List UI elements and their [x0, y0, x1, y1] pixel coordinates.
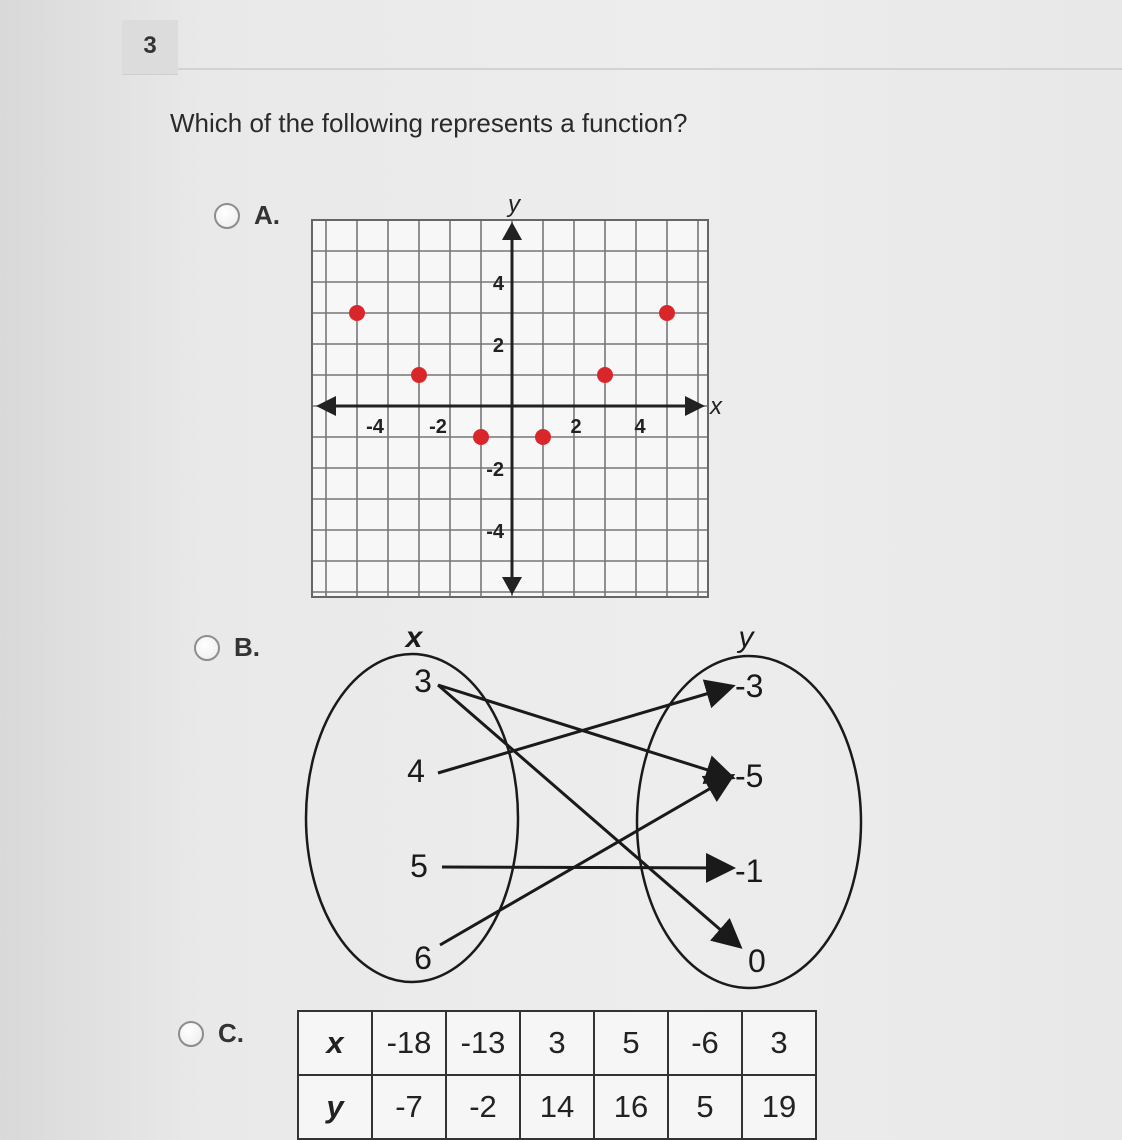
question-text: Which of the following represents a function?	[170, 108, 688, 138]
table-row-x	[298, 1011, 816, 1075]
option-c-table	[297, 1010, 817, 1140]
data-point	[349, 305, 365, 321]
mapping-arrow	[442, 867, 730, 868]
option-b-label: B.	[234, 632, 260, 662]
range-value: -1	[735, 853, 764, 889]
option-c-radio[interactable]	[178, 1021, 204, 1047]
option-a-radio[interactable]	[214, 203, 240, 229]
question-number-box	[122, 20, 178, 75]
table-cell: -18	[372, 1011, 446, 1075]
option-c[interactable]	[178, 1018, 244, 1049]
domain-label: x	[405, 621, 423, 654]
data-point	[597, 367, 613, 383]
domain-value: 6	[414, 940, 432, 976]
option-a-label: A.	[254, 200, 280, 230]
y-header-cell: y	[298, 1075, 372, 1139]
range-value: -5	[735, 758, 764, 794]
x-tick-label: 4	[634, 416, 646, 438]
range-value: 0	[748, 943, 766, 979]
y-tick-label: -2	[486, 459, 504, 481]
x-tick-label: -2	[429, 416, 447, 438]
x-header-cell: x	[298, 1011, 372, 1075]
mapping-arrow	[438, 685, 738, 945]
graph-background	[312, 220, 708, 597]
option-b-radio[interactable]	[194, 635, 220, 661]
question-number: 3	[143, 32, 157, 59]
x-tick-label: -4	[366, 416, 384, 438]
x-tick-label: 2	[570, 416, 582, 438]
option-b[interactable]	[194, 632, 260, 663]
table-cell: 3	[520, 1011, 594, 1075]
domain-value: 3	[414, 663, 432, 699]
data-point	[535, 429, 551, 445]
option-b-mapping-diagram	[290, 615, 880, 995]
data-point	[659, 305, 675, 321]
table-cell: -13	[446, 1011, 520, 1075]
range-value: -3	[735, 668, 764, 704]
range-values	[735, 668, 766, 979]
y-axis-label: y	[508, 191, 520, 218]
table-cell: 19	[742, 1075, 816, 1139]
range-label: y	[738, 621, 754, 654]
domain-oval	[306, 654, 518, 982]
data-point	[473, 429, 489, 445]
option-a[interactable]	[214, 200, 280, 231]
table-cell: 5	[668, 1075, 742, 1139]
x-axis-label: x	[710, 393, 722, 420]
table-row-y	[298, 1075, 816, 1139]
table-cell: -7	[372, 1075, 446, 1139]
domain-value: 5	[410, 848, 428, 884]
table-cell: -6	[668, 1011, 742, 1075]
header-divider	[178, 68, 1122, 70]
option-a-graph	[300, 190, 750, 605]
mapping-arrows	[438, 685, 738, 945]
table-cell: 16	[594, 1075, 668, 1139]
table-cell: 3	[742, 1011, 816, 1075]
domain-value: 4	[407, 753, 425, 789]
mapping-arrow	[440, 777, 730, 945]
y-tick-label: 2	[492, 335, 504, 357]
table-cell: -2	[446, 1075, 520, 1139]
data-point	[411, 367, 427, 383]
table-cell: 5	[594, 1011, 668, 1075]
table-cell: 14	[520, 1075, 594, 1139]
y-tick-label: -4	[486, 521, 504, 543]
y-tick-label: 4	[492, 273, 504, 295]
option-c-label: C.	[218, 1018, 244, 1048]
domain-values	[407, 663, 432, 976]
